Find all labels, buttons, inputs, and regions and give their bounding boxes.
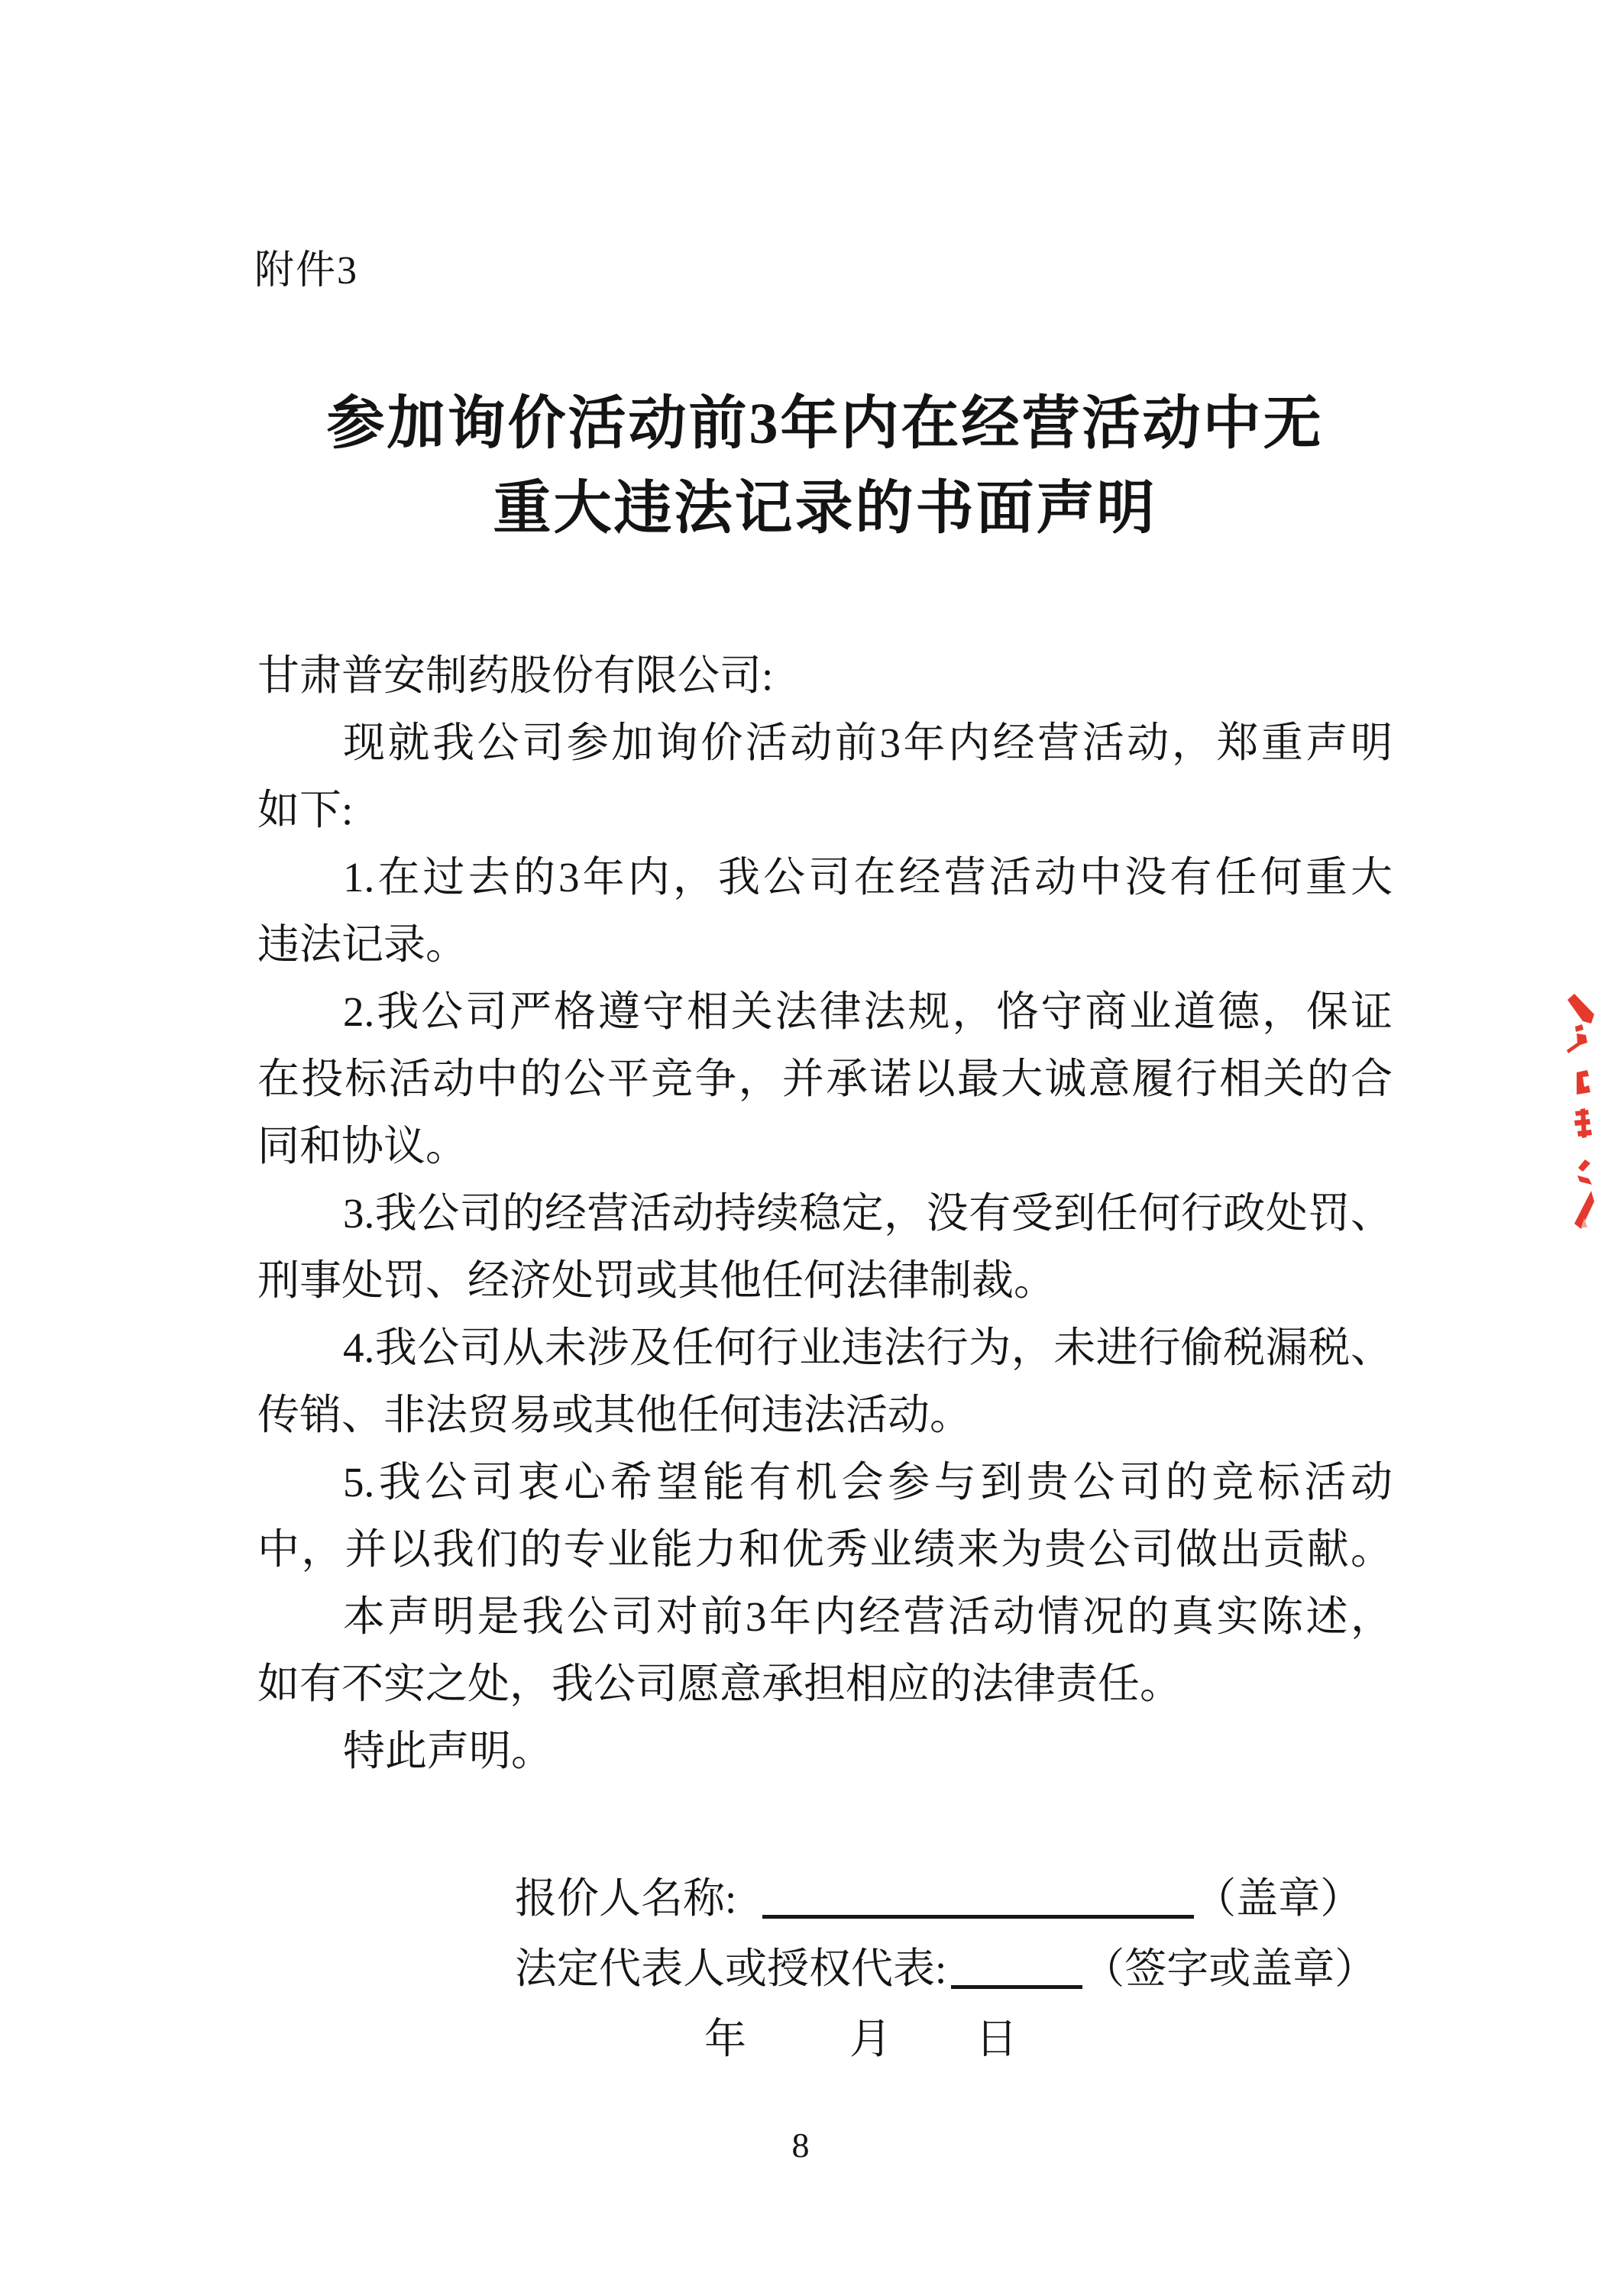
body-line: 3.我公司的经营活动持续稳定，没有受到任何行政处罚、 [343,1190,1393,1237]
closing-line: 特此声明。 [343,1728,554,1774]
declaration-body [257,642,1393,1785]
body-line: 本声明是我公司对前3年内经营活动情况的真实陈述， [343,1593,1393,1640]
body-line: 如下: [257,787,354,833]
representative-blank [951,1955,1082,1989]
representative-seal-note: （签字或盖章） [1082,1945,1377,1992]
body-line: 刑事处罚、经济处罚或其他任何法律制裁。 [257,1257,1056,1304]
body-line: 4.我公司从未涉及任何行业违法行为，未进行偷税漏税、 [343,1324,1393,1371]
bidder-name-label: 报价人名称: [515,1875,737,1922]
addressee-line: 甘肃普安制药股份有限公司: [257,652,774,699]
body-line: 同和协议。 [257,1123,468,1169]
red-seal-fragment-icon [1561,989,1607,1234]
bidder-name-blank [762,1884,1194,1919]
page-number: 8 [791,2126,810,2165]
date-month-label: 月 [849,2016,892,2062]
signature-block [257,1864,1393,2074]
representative-line [257,1934,1393,2004]
bidder-seal-note: （盖章） [1194,1875,1363,1922]
body-line: 5.我公司衷心希望能有机会参与到贵公司的竞标活动 [343,1459,1393,1505]
body-line: 传销、非法贸易或其他任何违法活动。 [257,1392,972,1438]
date-day-label: 日 [975,2016,1018,2062]
title-line-1: 参加询价活动前3年内在经营活动中无 [326,392,1324,456]
body-line: 在投标活动中的公平竞争，并承诺以最大诚意履行相关的合 [257,1056,1393,1102]
body-line: 2.我公司严格遵守相关法律法规，恪守商业道德，保证 [343,988,1393,1035]
body-line: 1.在过去的3年内，我公司在经营活动中没有任何重大 [343,854,1393,901]
bidder-name-line [257,1864,1393,1934]
body-line: 现就我公司参加询价活动前3年内经营活动，郑重声明 [343,720,1393,766]
body-line: 违法记录。 [257,921,468,968]
body-line: 如有不实之处，我公司愿意承担相应的法律责任。 [257,1661,1182,1707]
representative-label: 法定代表人或授权代表: [515,1945,947,1992]
date-year-label: 年 [704,2016,747,2062]
date-line [257,2004,1393,2074]
title-line-2: 重大违法记录的书面声明 [493,477,1157,541]
body-line: 中，并以我们的专业能力和优秀业绩来为贵公司做出贡献。 [257,1526,1393,1573]
attachment-label: 附件3 [254,249,359,293]
document-title [257,382,1393,551]
